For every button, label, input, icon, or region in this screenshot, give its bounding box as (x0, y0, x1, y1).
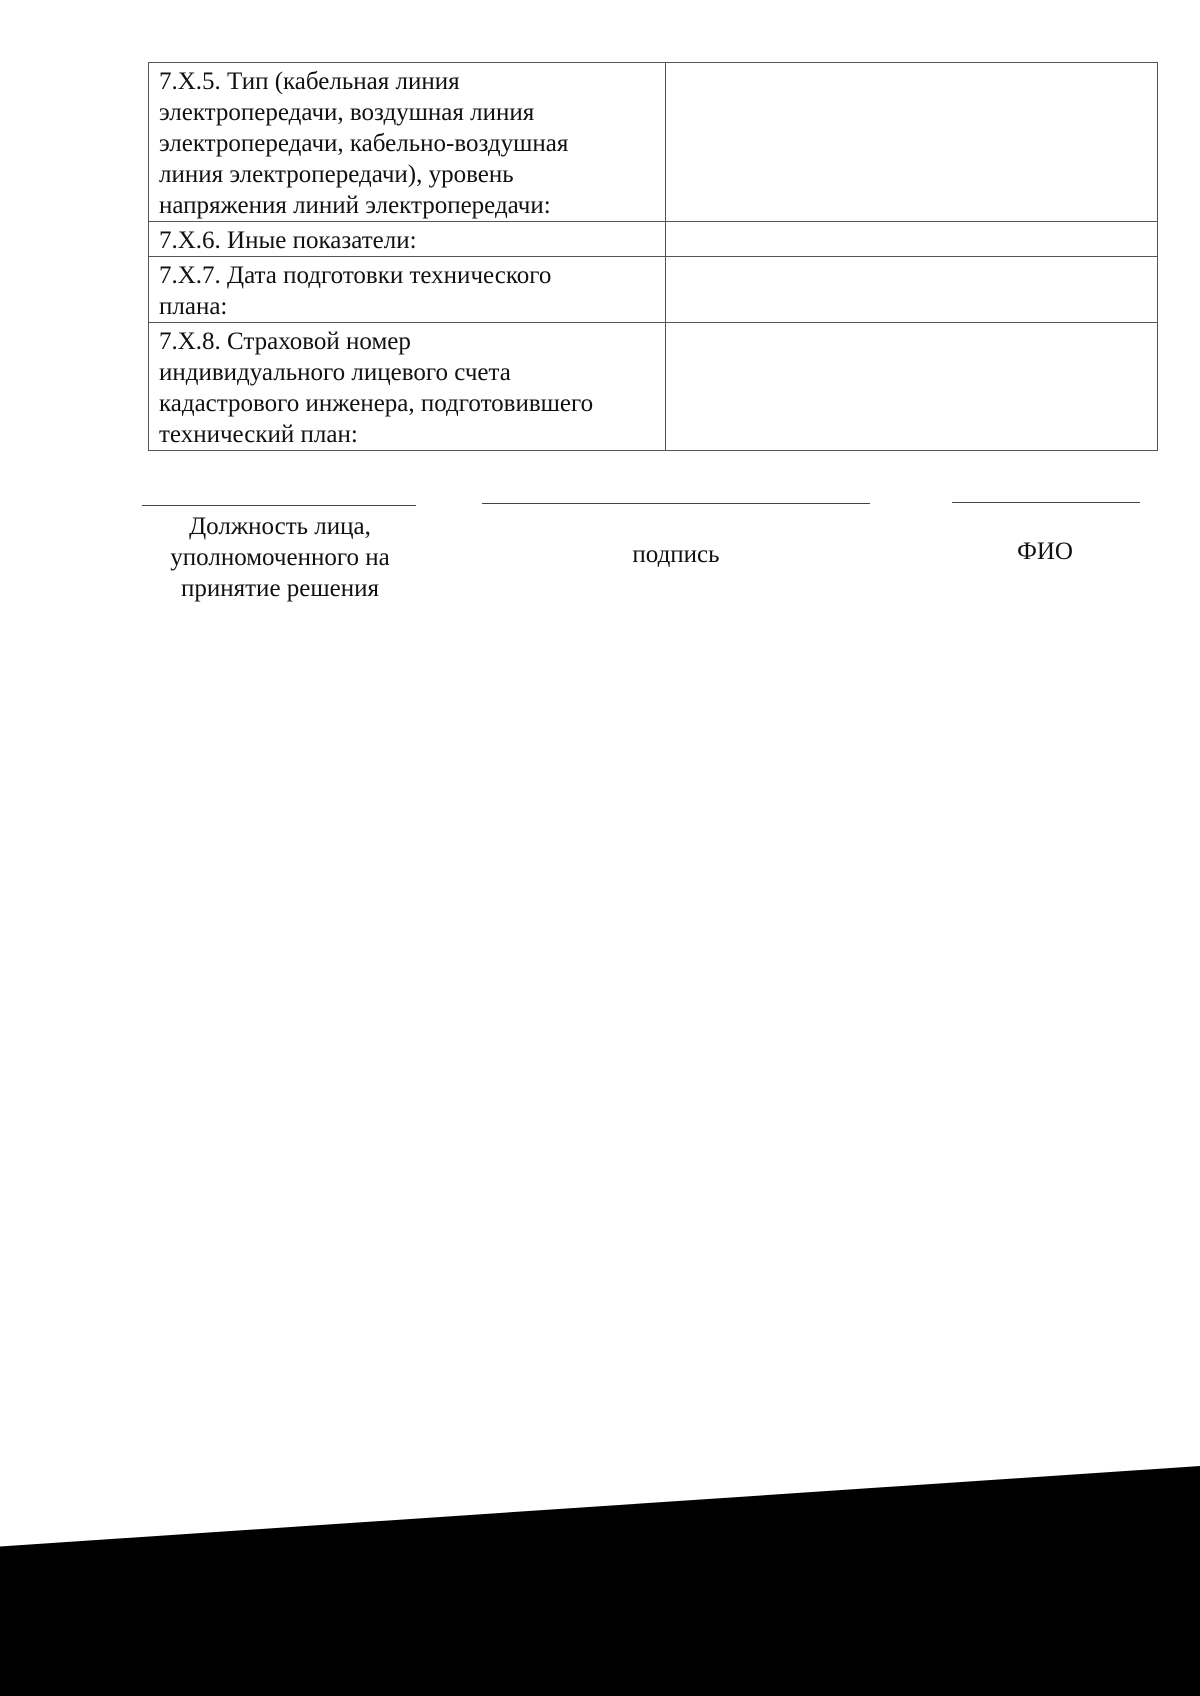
row-label-line-type: 7.Х.5. Тип (кабельная линия электропередачи, воздушная линия электропередачи, кабельно-воздушная линия электропередачи), уровень напряжения линий электропередачи: (149, 63, 666, 222)
table-row (149, 222, 1158, 257)
signature-caption: подпись (632, 541, 720, 568)
row-label-preparation-date: 7.Х.7. Дата подготовки технического плана: (149, 257, 666, 323)
row-label-snils: 7.Х.8. Страховой номер индивидуального лицевого счета кадастрового инженера, подготовившего технический план: (149, 323, 666, 451)
name-caption: ФИО (1017, 538, 1073, 565)
row-value-other-indicators[interactable] (666, 222, 1158, 257)
name-signature-line[interactable] (952, 502, 1140, 503)
row-value-snils[interactable] (666, 323, 1158, 451)
table-row (149, 257, 1158, 323)
position-caption: Должность лица, уполномоченного на принятие решения (170, 513, 390, 602)
table-row (149, 63, 1158, 222)
row-value-preparation-date[interactable] (666, 257, 1158, 323)
technical-plan-table (148, 62, 1158, 451)
signature-line[interactable] (482, 503, 870, 504)
row-value-line-type[interactable] (666, 63, 1158, 222)
row-label-other-indicators: 7.Х.6. Иные показатели: (149, 222, 666, 257)
table-row (149, 323, 1158, 451)
position-signature-line[interactable] (142, 505, 416, 506)
scan-border (0, 1466, 1200, 1696)
